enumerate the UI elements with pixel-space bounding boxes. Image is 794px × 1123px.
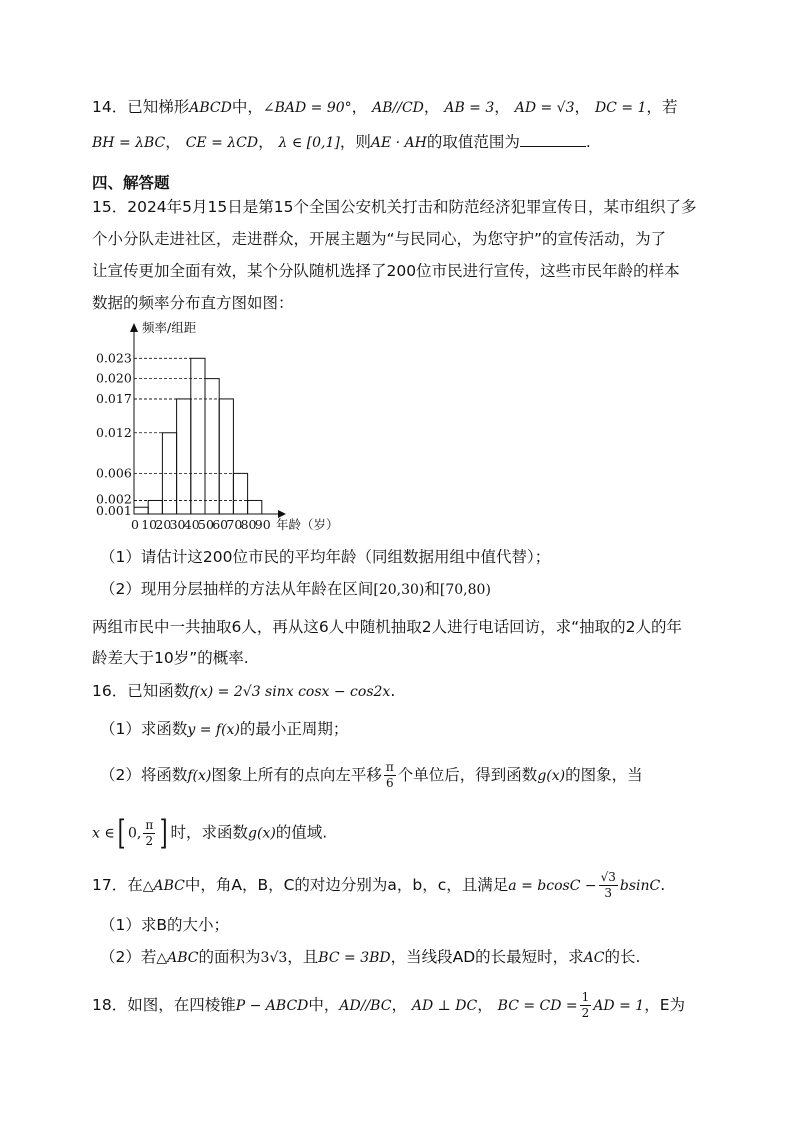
q18-text: 中，: [308, 996, 340, 1014]
q14-text-range: 的取值范围为: [426, 133, 520, 151]
q16-shift-text: 图象上所有的点向左平移: [211, 766, 382, 784]
q14-cond-dc: DC = 1: [594, 100, 647, 116]
histogram-bar: [248, 500, 262, 514]
q16-fx: f(x): [187, 768, 212, 784]
q14-lambda-range: λ ∈ [0,1]: [278, 135, 340, 151]
y-tick-label: 0.023: [96, 350, 132, 366]
x-tick-label: 30: [169, 517, 186, 532]
q14-text: 中，: [231, 98, 263, 116]
fraction-sqrt3-3: [599, 870, 618, 901]
q14-cond-ab: AB = 3: [444, 100, 495, 116]
left-bracket: [: [117, 813, 126, 853]
y-tick-label: 0.001: [96, 503, 132, 519]
q17-triangle: △ABC: [142, 878, 185, 894]
q14-dot-product: AE · AH: [370, 135, 427, 151]
q18-number: 18．如图，在四棱锥: [92, 996, 236, 1014]
q15-sub2-text: （2）现用分层抽样的方法从年龄在区间: [100, 580, 374, 598]
histogram-bar: [191, 358, 205, 514]
q14-vector-ce: CE = λCD: [185, 135, 259, 151]
y-tick-label: 0.017: [96, 390, 132, 406]
q15-para-3: 让宣传更加全面有效，某个分队随机选择了200位市民进行宣传，这些市民年龄的样本: [92, 262, 680, 280]
q17-sub-2: [100, 946, 640, 969]
q15-sub-2-cont2: 龄差大于10岁”的概率.: [92, 649, 249, 667]
interval-20-30: [20,30): [373, 582, 425, 598]
q17-vector-bc: BC = 3BD: [318, 950, 391, 966]
q16-sub-1: [100, 718, 348, 741]
q17-line1: [92, 870, 665, 901]
q16-sub2-text: （2）将函数: [100, 766, 188, 784]
x-tick-label: 90: [254, 517, 271, 532]
q18-cond-ad: AD = 1: [593, 998, 645, 1014]
q14-cond-ad: AD = √3: [514, 100, 575, 116]
q16-ask-text: 时，求函数: [170, 823, 249, 842]
q14-cond-parallel: AB//CD: [372, 100, 424, 116]
q18-tail: ，E为: [644, 996, 685, 1014]
histogram-bar: [205, 379, 219, 514]
q16-sub1-text: （1）求函数: [100, 720, 188, 738]
q17-tail: 的长.: [604, 948, 641, 966]
q18-cond-parallel: AD//BC: [339, 998, 392, 1014]
frac-den: 2: [145, 833, 154, 848]
q16-sub-2: [100, 760, 643, 791]
q14-text-if: 若: [661, 98, 678, 116]
q16-y-fx: y = f(x): [187, 722, 240, 738]
q16-number: 16．已知函数: [92, 682, 190, 700]
q17-triangle-2: △ABC: [156, 950, 199, 966]
q14-line1: 14．已知梯形ABCD中，∠BAD = 90°， AB//CD， AB = 3， AD = √3， DC = 1，若: [92, 98, 678, 116]
q16-when-text: 的图象，当: [565, 766, 643, 784]
frac-num: π: [385, 760, 394, 774]
frac-den: 6: [386, 776, 394, 790]
frac-num: π: [145, 817, 154, 832]
x-tick-label: 0: [131, 517, 139, 532]
x-tick-label: 50: [198, 517, 214, 532]
y-tick-label: 0.020: [96, 370, 132, 386]
q18-cond-perp: AD ⊥ DC: [411, 998, 478, 1014]
y-tick-label: 0.012: [96, 424, 132, 440]
q18-cond-eq: BC = CD =: [497, 998, 578, 1014]
q16-range-text: 的值域.: [275, 823, 328, 842]
q17-ac: AC: [583, 950, 605, 966]
y-tick-label: 0.002: [96, 491, 132, 507]
q15-para-4: 数据的频率分布直方图如图：: [92, 294, 294, 312]
frac-num: √3: [600, 870, 616, 884]
y-axis-arrow: [130, 323, 138, 332]
q16-gx: g(x): [537, 768, 566, 784]
fraction-1-2: [580, 990, 592, 1021]
q16-line1: [92, 680, 395, 703]
q17-number: 17．在: [92, 876, 143, 894]
q14-number: 14．已知梯形: [92, 98, 190, 116]
q15-para-2: 个小分队走进社区，走进群众，开展主题为“与民同心，为您守护”的宣传活动，为了: [92, 230, 667, 248]
histogram-chart: [92, 318, 382, 540]
q15-sub2-and: 和: [424, 580, 440, 598]
q18-line1: 18．如图，在四棱锥P − ABCD中，AD//BC， AD ⊥ DC， BC = CD = $\frac{1}{2}$ AD = 1，E为: [92, 990, 685, 1020]
q15-sub-2: [100, 578, 491, 601]
q14-shape: ABCD: [189, 100, 232, 116]
x-tick-label: 40: [183, 517, 200, 532]
q17-sub-1: （1）求B的大小；: [100, 916, 229, 934]
q17-equation-b: bsinC: [619, 878, 661, 894]
histogram-bar: [219, 399, 233, 514]
fraction-pi-6: [384, 760, 396, 791]
x-tick-label: 60: [212, 517, 229, 532]
y-tick-label: 0.006: [96, 465, 132, 481]
q14-text-then: ，则: [339, 133, 371, 151]
frac-den: 2: [581, 1006, 590, 1020]
q15-sub-2-cont1: 两组市民中一共抽取6人，再从这6人中随机抽取2人进行电话回访，求“抽取的2人的年: [92, 618, 682, 636]
section-header: 四、解答题: [92, 174, 170, 192]
x-tick-label: 70: [226, 517, 243, 532]
q17-area-value: 3√3: [260, 950, 288, 966]
histogram-layer: [96, 320, 339, 532]
x-in: x ∈: [92, 825, 115, 842]
y-axis-label: 频率/组距: [142, 320, 197, 335]
histogram-bar: [233, 473, 247, 514]
frac-den: 3: [604, 886, 613, 900]
answer-blank: [520, 132, 586, 147]
q16-function: f(x) = 2√3 sinx cosx − cos2x: [189, 684, 391, 700]
x-tick-label: 20: [155, 517, 172, 532]
q15-para-1: 15．2024年5月15日是第15个全国公安机关打击和防范经济犯罪宣传日，某市组织了多: [92, 198, 697, 216]
x-tick-label: 80: [240, 517, 257, 532]
interval-70-80: [70,80): [439, 582, 491, 598]
x-axis-label: 年龄（岁）: [276, 517, 339, 532]
q17-ad-text: ，当线段AD的长最短时，求: [390, 948, 584, 966]
histogram-bar: [177, 399, 191, 514]
frac-num: 1: [581, 990, 590, 1004]
q16-period: .: [390, 682, 396, 700]
q17-equation-a: a = bcosC −: [508, 878, 597, 894]
interval-start: 0,: [127, 825, 142, 842]
q17-text: 中，角A，B，C的对边分别为a，b，c，且满足: [184, 876, 509, 894]
q18-pyramid: P − ABCD: [235, 998, 309, 1014]
q14-vector-bh: BH = λBC: [92, 135, 166, 151]
q16-sub1-tail: 的最小正周期；: [239, 720, 349, 738]
q15-sub-1: （1）请估计这200位市民的平均年龄（同组数据用组中值代替）；: [100, 548, 551, 566]
x-tick-label: 10: [141, 517, 158, 532]
right-bracket: ]: [159, 813, 168, 853]
q14-cond-angle: ∠BAD = 90°: [262, 100, 352, 116]
q16-sub-2-cont: [92, 813, 328, 853]
q14-period: .: [585, 133, 591, 151]
q17-sub2-text: （2）若: [100, 948, 157, 966]
q16-gx-2: g(x): [248, 825, 276, 842]
fraction-pi-2: [143, 818, 155, 849]
histogram-bar: [134, 507, 148, 514]
q14-line2: BH = λBC， CE = λCD， λ ∈ [0,1]，则AE · AH的取值范围为 .: [92, 133, 591, 151]
q17-and: ，且: [287, 948, 319, 966]
histogram-bar: [148, 500, 162, 514]
q16-result-text: 个单位后，得到函数: [397, 766, 538, 784]
q17-area-text: 的面积为: [198, 948, 261, 966]
q17-period: .: [660, 876, 666, 894]
